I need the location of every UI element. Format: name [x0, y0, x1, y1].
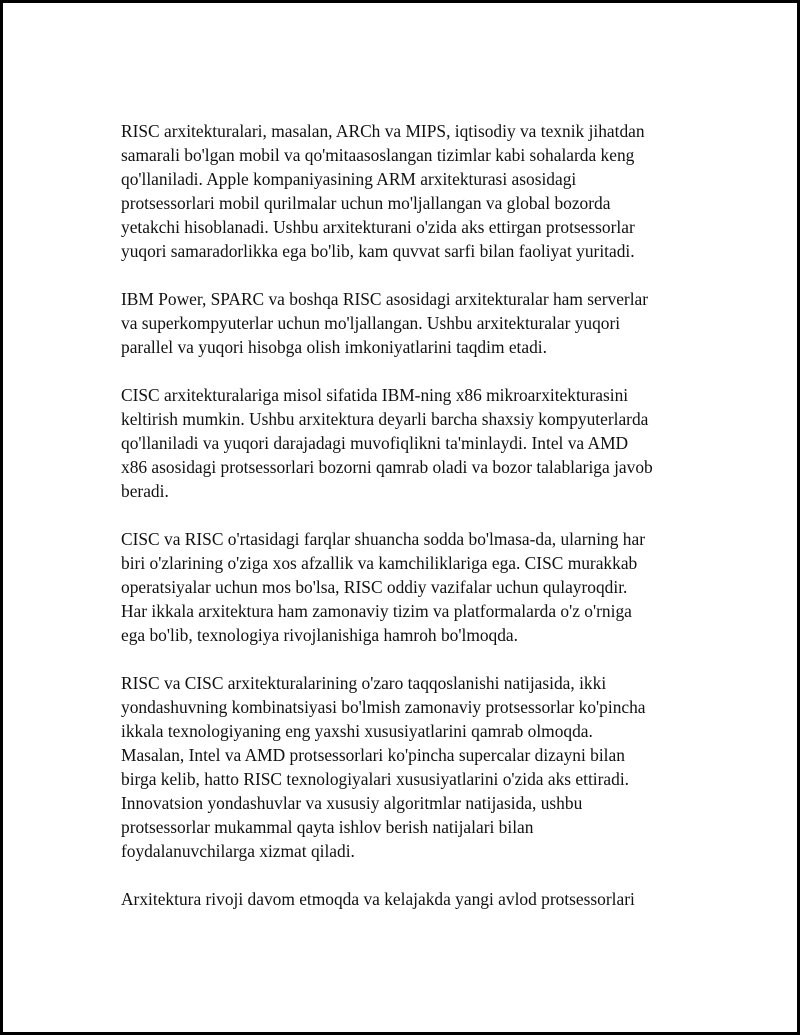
text-line: IBM Power, SPARC va boshqa RISC asosidagi arxitekturalar ham serverlar — [121, 289, 649, 309]
paragraph-cisc-vs-risc — [121, 527, 711, 647]
text-line: birga kelib, hatto RISC texnologiyalari xususiyatlarini o'zida aks ettiradi. — [121, 769, 630, 789]
text-line: yuqori samaradorlikka ega bo'lib, kam quvvat sarfi bilan faoliyat yuritadi. — [121, 241, 635, 261]
text-line: yetakchi hisoblanadi. Ushbu arxitekturani o'zida aks ettirgan protsessorlar — [121, 217, 635, 237]
text-line: protsessorlar mukammal qayta ishlov berish natijalari bilan — [121, 817, 534, 837]
text-line: RISC arxitekturalari, masalan, ARCh va MIPS, iqtisodiy va texnik jihatdan — [121, 121, 645, 141]
text-line: parallel va yuqori hisobga olish imkoniyatlarini taqdim etadi. — [121, 337, 547, 357]
text-line: x86 asosidagi protsessorlari bozorni qamrab oladi va bozor talablariga javob — [121, 457, 653, 477]
text-line: qo'llaniladi. Apple kompaniyasining ARM arxitekturasi asosidagi — [121, 169, 577, 189]
text-line: yondashuvning kombinatsiyasi bo'lmish zamonaviy protsessorlar ko'pincha — [121, 697, 646, 717]
text-line: beradi. — [121, 481, 169, 501]
document-body — [121, 119, 711, 935]
text-line: protsessorlari mobil qurilmalar uchun mo'ljallangan va global bozorda — [121, 193, 611, 213]
text-line: Innovatsion yondashuvlar va xususiy algoritmlar natijasida, ushbu — [121, 793, 583, 813]
text-line: CISC va RISC o'rtasidagi farqlar shuancha sodda bo'lmasa-da, ularning har — [121, 529, 645, 549]
text-line: biri o'zlarining o'ziga xos afzallik va kamchiliklariga ega. CISC murakkab — [121, 553, 638, 573]
paragraph-cisc-x86 — [121, 383, 711, 503]
text-line: RISC va CISC arxitekturalarining o'zaro taqqoslanishi natijasida, ikki — [121, 673, 607, 693]
paragraph-ibm-power — [121, 287, 711, 359]
paragraph-comparison — [121, 671, 711, 863]
text-line: va superkompyuterlar uchun mo'ljallangan. Ushbu arxitekturalar yuqori — [121, 313, 621, 333]
text-line: foydalanuvchilarga xizmat qiladi. — [121, 841, 355, 861]
text-line: Masalan, Intel va AMD protsessorlari ko'pincha supercalar dizayni bilan — [121, 745, 625, 765]
text-line: ega bo'lib, texnologiya rivojlanishiga hamroh bo'lmoqda. — [121, 625, 518, 645]
paragraph-future — [121, 887, 711, 911]
text-line: qo'llaniladi va yuqori darajadagi muvofiqlikni ta'minlaydi. Intel va AMD — [121, 433, 629, 453]
text-line: samarali bo'lgan mobil va qo'mitaasoslangan tizimlar kabi sohalarda keng — [121, 145, 635, 165]
paragraph-risc-usage — [121, 119, 711, 263]
text-line: keltirish mumkin. Ushbu arxitektura deyarli barcha shaxsiy kompyuterlarda — [121, 409, 649, 429]
text-line: CISC arxitekturalariga misol sifatida IBM-ning x86 mikroarxitekturasini — [121, 385, 629, 405]
text-line: Arxitektura rivoji davom etmoqda va kelajakda yangi avlod protsessorlari — [121, 889, 635, 909]
text-line: Har ikkala arxitektura ham zamonaviy tizim va platformalarda o'z o'rniga — [121, 601, 632, 621]
text-line: ikkala texnologiyaning eng yaxshi xususiyatlarini qamrab olmoqda. — [121, 721, 593, 741]
text-line: operatsiyalar uchun mos bo'lsa, RISC oddiy vazifalar uchun qulayroqdir. — [121, 577, 628, 597]
